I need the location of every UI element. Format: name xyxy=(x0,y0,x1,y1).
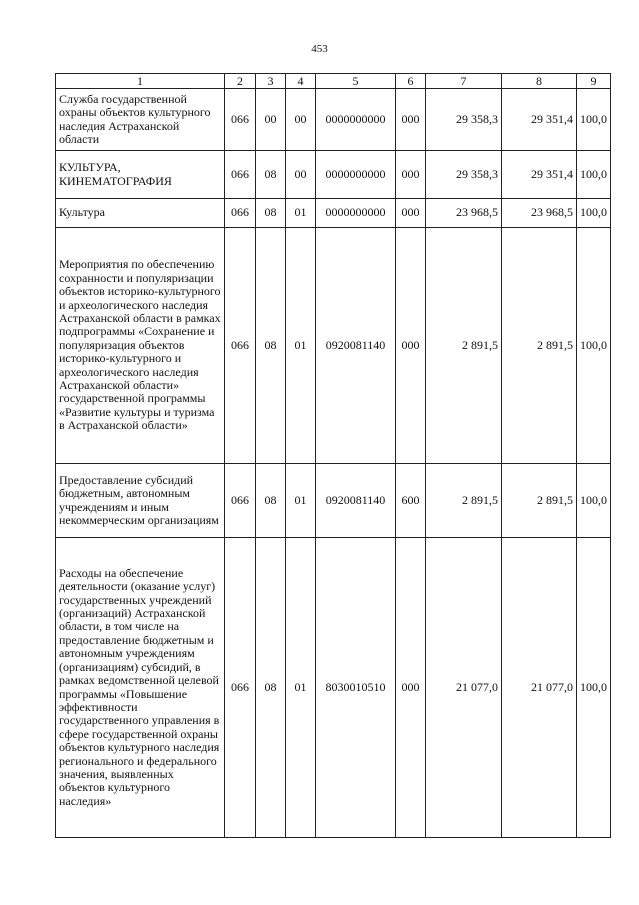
cell-target-article: 0000000000 xyxy=(316,199,396,228)
row-name: Мероприятия по обеспечению сохранности и популяризации объектов историко-культурного и археологического наследия Астраханской области в рамках подпрограммы «Сохранение и популяризация объектов историко-культурного и археологического наследия Астраханской области» государственной программы «Развитие культуры и туризма в Астраханской области» xyxy=(56,228,225,464)
cell-plan: 29 358,3 xyxy=(426,151,502,199)
cell-target-article: 8030010510 xyxy=(316,538,396,838)
cell-admin-code: 066 xyxy=(225,89,256,151)
table-row xyxy=(56,538,611,838)
cell-percent: 100,0 xyxy=(577,151,611,199)
column-header: 1 xyxy=(56,74,225,89)
cell-plan: 21 077,0 xyxy=(426,538,502,838)
column-header: 9 xyxy=(577,74,611,89)
page-number: 453 xyxy=(311,43,328,55)
column-header: 7 xyxy=(426,74,502,89)
cell-plan: 2 891,5 xyxy=(426,464,502,538)
column-header: 4 xyxy=(286,74,316,89)
column-header: 8 xyxy=(502,74,577,89)
table-row xyxy=(56,151,611,199)
cell-subsection: 01 xyxy=(286,538,316,838)
cell-expense-type: 000 xyxy=(396,199,426,228)
cell-subsection: 00 xyxy=(286,151,316,199)
cell-actual: 23 968,5 xyxy=(502,199,577,228)
table-row xyxy=(56,89,611,151)
cell-percent: 100,0 xyxy=(577,199,611,228)
table-row xyxy=(56,228,611,464)
cell-actual: 2 891,5 xyxy=(502,228,577,464)
cell-admin-code: 066 xyxy=(225,199,256,228)
cell-plan: 29 358,3 xyxy=(426,89,502,151)
row-name: КУЛЬТУРА, КИНЕМАТОГРАФИЯ xyxy=(56,151,225,199)
cell-percent: 100,0 xyxy=(577,538,611,838)
column-header: 6 xyxy=(396,74,426,89)
cell-subsection: 01 xyxy=(286,228,316,464)
cell-admin-code: 066 xyxy=(225,228,256,464)
cell-target-article: 0920081140 xyxy=(316,228,396,464)
cell-percent: 100,0 xyxy=(577,228,611,464)
cell-target-article: 0920081140 xyxy=(316,464,396,538)
cell-section: 08 xyxy=(256,228,286,464)
column-header: 5 xyxy=(316,74,396,89)
cell-actual: 2 891,5 xyxy=(502,464,577,538)
cell-expense-type: 000 xyxy=(396,151,426,199)
cell-actual: 29 351,4 xyxy=(502,151,577,199)
cell-section: 08 xyxy=(256,538,286,838)
cell-actual: 21 077,0 xyxy=(502,538,577,838)
table-row xyxy=(56,199,611,228)
cell-plan: 2 891,5 xyxy=(426,228,502,464)
row-name: Культура xyxy=(56,199,225,228)
table-row xyxy=(56,464,611,538)
cell-subsection: 01 xyxy=(286,199,316,228)
budget-table xyxy=(55,73,611,838)
column-header: 2 xyxy=(225,74,256,89)
cell-section: 00 xyxy=(256,89,286,151)
cell-subsection: 00 xyxy=(286,89,316,151)
column-header: 3 xyxy=(256,74,286,89)
cell-target-article: 0000000000 xyxy=(316,89,396,151)
cell-percent: 100,0 xyxy=(577,89,611,151)
cell-plan: 23 968,5 xyxy=(426,199,502,228)
cell-section: 08 xyxy=(256,464,286,538)
cell-expense-type: 000 xyxy=(396,538,426,838)
table-header-row xyxy=(56,74,611,89)
cell-target-article: 0000000000 xyxy=(316,151,396,199)
cell-admin-code: 066 xyxy=(225,464,256,538)
cell-expense-type: 000 xyxy=(396,89,426,151)
cell-expense-type: 600 xyxy=(396,464,426,538)
cell-section: 08 xyxy=(256,199,286,228)
row-name: Предоставление субсидий бюджетным, автономным учреждениям и иным некоммерческим организациям xyxy=(56,464,225,538)
cell-admin-code: 066 xyxy=(225,151,256,199)
cell-percent: 100,0 xyxy=(577,464,611,538)
cell-actual: 29 351,4 xyxy=(502,89,577,151)
cell-expense-type: 000 xyxy=(396,228,426,464)
row-name: Служба государственной охраны объектов культурного наследия Астраханской области xyxy=(56,89,225,151)
cell-subsection: 01 xyxy=(286,464,316,538)
cell-admin-code: 066 xyxy=(225,538,256,838)
cell-section: 08 xyxy=(256,151,286,199)
row-name: Расходы на обеспечение деятельности (оказание услуг) государственных учреждений (организаций) Астраханской области, в том числе на предоставление бюджетным и автономным учреждениям (организациям) субсидий, в рамках ведомственной целевой программы «Повышение эффективности государственного управления в сфере государственной охраны объектов культурного наследия регионального и федерального значения, выявленных объектов культурного наследия» xyxy=(56,538,225,838)
